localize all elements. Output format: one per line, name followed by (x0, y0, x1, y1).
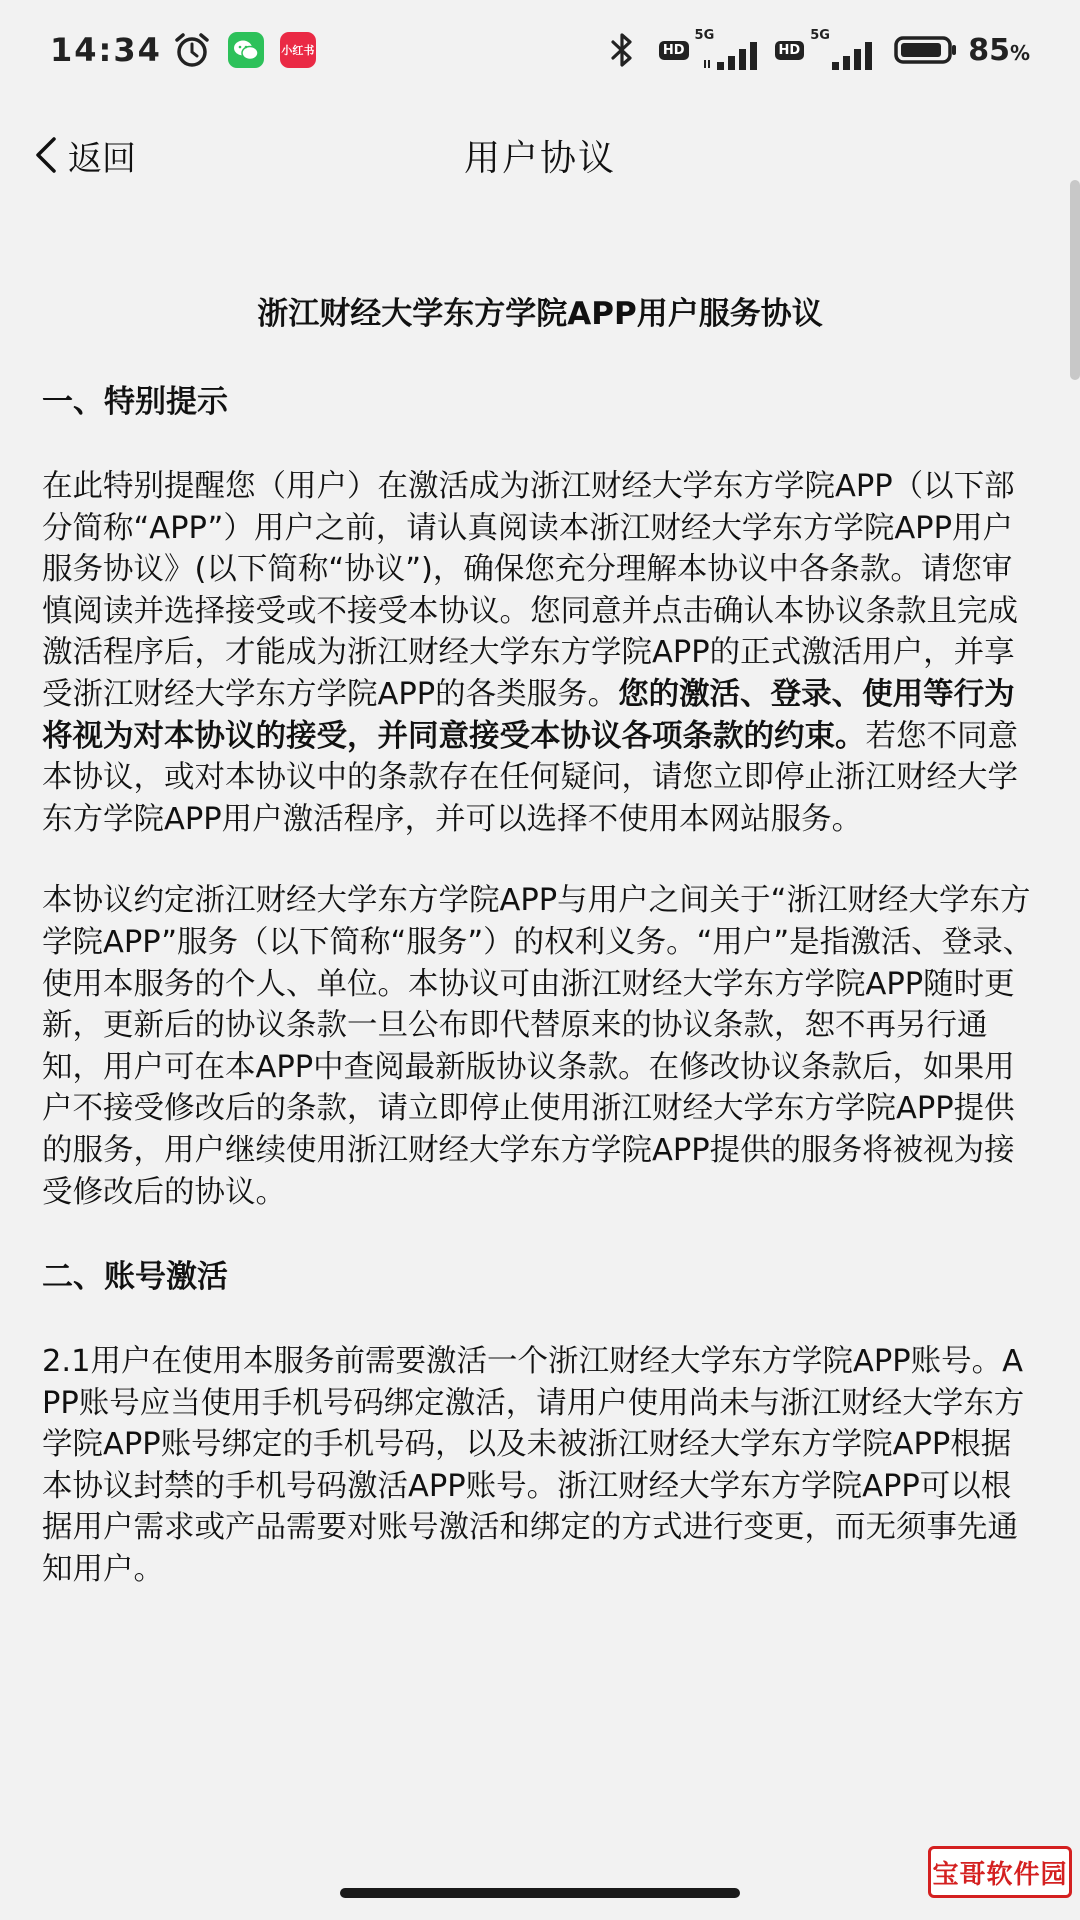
watermark-logo (928, 1846, 1072, 1898)
paragraph-text: 若您不同意本协议，或对本协议中的条款存在任何疑问，请您立即停止浙江财经大学东方学院APP用户激活程序，并可以选择不使用本网站服务。 (42, 718, 1018, 837)
agreement-content[interactable] (42, 290, 1038, 1631)
section-heading-account-activation: 二、账号激活 (42, 1259, 228, 1296)
paragraph-special-notice (42, 466, 1038, 840)
home-indicator[interactable] (340, 1888, 740, 1898)
signal-1 (695, 30, 761, 70)
hd-badge-1: HD (659, 41, 689, 60)
paragraph-text: 在此特别提醒您（用户）在激活成为浙江财经大学东方学院APP（以下部分简称“APP”）用户之前，请认真阅读本浙江财经大学东方学院APP用户服务协议》(以下简称“协议”)，确保您充分理解本协议中各条款。请您审慎阅读并选择接受或不接受本协议。您同意并点击确认本协议条款且完成激活程序后，才能成为浙江财经大学东方学院APP的正式激活用户，并享受浙江财经大学东方学院APP的各类服务。 (42, 469, 1018, 712)
signal-bars-icon (818, 40, 876, 70)
battery-level: 85% (968, 32, 1030, 68)
status-left (50, 28, 316, 72)
signal-bars-icon (703, 40, 761, 70)
hd-badge-2: HD (775, 41, 805, 60)
paragraph-agreement-scope: 本协议约定浙江财经大学东方学院APP与用户之间关于“浙江财经大学东方学院APP”服务（以下简称“服务”）的权利义务。“用户”是指激活、登录、使用本服务的个人、单位。本协议可由浙江财经大学东方学院APP随时更新，更新后的协议条款一旦公布即代替原来的协议条款，恕不再另行通知，用户可在本APP中查阅最新版协议条款。在修改协议条款后，如果用户不接受修改后的条款，请立即停止使用浙江财经大学东方学院APP提供的服务，用户继续使用浙江财经大学东方学院APP提供的服务将被视为接受修改后的协议。 (42, 883, 1034, 1210)
document-title: 浙江财经大学东方学院APP用户服务协议 (257, 296, 823, 332)
section-heading-special-notice: 一、特别提示 (42, 384, 228, 420)
status-right (607, 28, 1030, 72)
wechat-notification-icon (228, 32, 264, 68)
alarm-clock-icon (172, 30, 212, 70)
status-time: 14:34 (50, 31, 162, 69)
paragraph-bold-text: 您的激活、登录、使用等行为将视为对本协议的接受，并同意接受本协议各项条款的约束。 (42, 676, 1015, 754)
signal-2 (810, 30, 876, 70)
bluetooth-icon (607, 31, 637, 69)
network-type-2: 5G (810, 28, 830, 43)
xiaohongshu-notification-icon: 小红书 (280, 32, 316, 68)
status-bar (0, 0, 1080, 100)
battery-icon (894, 35, 958, 65)
paragraph-account-activation: 2.1用户在使用本服务前需要激活一个浙江财经大学东方学院APP账号。APP账号应当使用手机号码绑定激活，请用户使用尚未与浙江财经大学东方学院APP账号绑定的手机号码，以及未被浙江财经大学东方学院APP根据本协议封禁的手机号码激活APP账号。浙江财经大学东方学院APP可以根据用户需求或产品需要对账号激活和绑定的方式进行变更，而无须事先通知用户。 (42, 1344, 1025, 1588)
nav-bar (0, 100, 1080, 210)
back-label: 返回 (68, 138, 136, 179)
scrollbar-thumb[interactable] (1070, 180, 1080, 380)
watermark-text: 宝哥软件园 (932, 1859, 1068, 1890)
network-type-1: 5G (694, 28, 715, 43)
page-title: 用户协议 (463, 138, 616, 179)
